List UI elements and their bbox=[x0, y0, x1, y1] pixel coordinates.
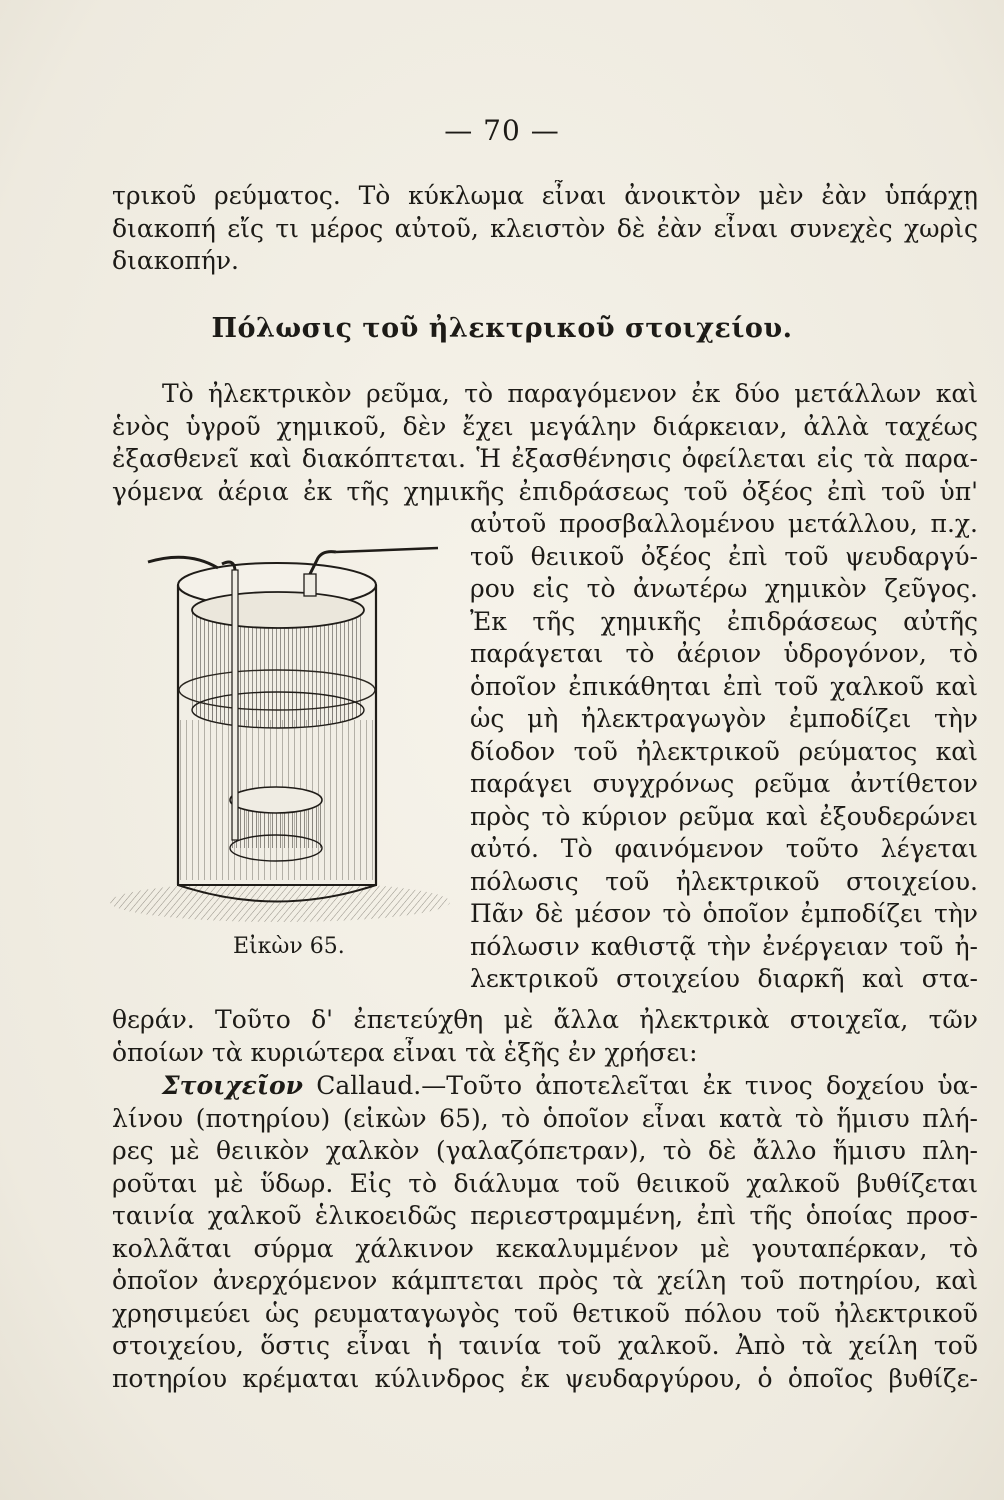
text-line: ἐξασθενεῖ καὶ διακόπτεται. Ἡ ἐξασθένησις ὀφείλεται εἰς τὰ παρα- bbox=[112, 444, 978, 473]
text-line: τοῦ θειικοῦ ὀξέος ἐπὶ τοῦ ψευδαργύ- bbox=[470, 541, 978, 571]
text-line: Ἐκ τῆς χημικῆς ἐπιδράσεως αὐτῆς bbox=[470, 606, 978, 636]
paragraph-1-side-column bbox=[470, 508, 978, 996]
text-line: ροῦται μὲ ὕδωρ. Εἰς τὸ διάλυμα τοῦ θειικοῦ χαλκοῦ βυθίζεται bbox=[112, 1168, 978, 1198]
text-line: θεράν. Τοῦτο δ' ἐπετεύχθη μὲ ἄλλα ἠλεκτρικὰ στοιχεῖα, τῶν bbox=[112, 1005, 978, 1034]
text-line: χρησιμεύει ὡς ρευματαγωγὸς τοῦ θετικοῦ πόλου τοῦ ἠλεκτρικοῦ bbox=[112, 1298, 978, 1328]
text-line: πόλωσιν καθιστᾷ τὴν ἐνέργειαν τοῦ ἠ- bbox=[470, 931, 978, 961]
paragraph-1-end bbox=[112, 1004, 978, 1069]
text-line: ὁποίων τὰ κυριώτερα εἶναι τὰ ἑξῆς ἐν χρήσει: bbox=[112, 1037, 698, 1067]
cell-name: Στοιχεῖον bbox=[162, 1071, 304, 1100]
text-span: Callaud.—Τοῦτο ἀποτελεῖται ἐκ τινος δοχείου ὑα- bbox=[303, 1071, 978, 1100]
text-line: ὁποῖον ἐπικάθηται ἐπὶ τοῦ χαλκοῦ καὶ bbox=[470, 671, 978, 701]
text-line: στοιχείου, ὅστις εἶναι ἡ ταινία τοῦ χαλκοῦ. Ἀπὸ τὰ χείλη τοῦ bbox=[112, 1331, 978, 1360]
text-line: Τὸ ἠλεκτρικὸν ρεῦμα, τὸ παραγόμενον ἐκ δύο μετάλλων καὶ bbox=[162, 379, 978, 408]
text-line: ρες μὲ θειικὸν χαλκὸν (γαλαζόπετραν), τὸ δὲ ἄλλο ἥμισυ πλη- bbox=[112, 1136, 978, 1165]
text-line: ταινία χαλκοῦ ἑλικοειδῶς περιεστραμμένη, ἐπὶ τῆς ὁποίας προσ- bbox=[112, 1201, 978, 1230]
text-line: παράγεται τὸ ἀέριον ὑδρογόνον, τὸ bbox=[470, 639, 978, 668]
text-line: δίοδον τοῦ ἠλεκτρικοῦ ρεύματος καὶ bbox=[470, 736, 978, 766]
text-line: παράγει συγχρόνως ρεῦμα ἀντίθετον bbox=[470, 769, 978, 798]
text-line: τρικοῦ ρεύματος. Τὸ κύκλωμα εἶναι ἀνοικτὸν μὲν ἐὰν ὑπάρχῃ bbox=[112, 181, 978, 210]
text-line bbox=[112, 1070, 978, 1103]
paragraph-1-top bbox=[112, 378, 978, 508]
page-number: — 70 — bbox=[444, 114, 560, 147]
callaud-cell-figure bbox=[108, 540, 466, 930]
section-heading: Πόλωσις τοῦ ἠλεκτρικοῦ στοιχείου. bbox=[211, 313, 793, 344]
text-line: λεκτρικοῦ στοιχείου διαρκῆ καὶ στα- bbox=[470, 964, 978, 993]
text-line: ὡς μὴ ἠλεκτραγωγὸν ἐμποδίζει τὴν bbox=[470, 704, 978, 733]
text-line: ποτηρίου κρέμαται κύλινδρος ἐκ ψευδαργύρου, ὁ ὁποῖος βυθίζε- bbox=[112, 1363, 978, 1393]
text-line: λίνου (ποτηρίου) (εἰκὼν 65), τὸ ὁποῖον εἶναι κατὰ τὸ ἥμισυ πλή- bbox=[112, 1103, 978, 1133]
text-line: πόλωσις τοῦ ἠλεκτρικοῦ στοιχείου. bbox=[470, 866, 978, 896]
text-line: κολλᾶται σύρμα χάλκινον κεκαλυμμένον μὲ γουταπέρκαν, τὸ bbox=[112, 1233, 978, 1263]
text-line: Πᾶν δὲ μέσον τὸ ὁποῖον ἐμποδίζει τὴν bbox=[470, 899, 978, 928]
text-line: αὐτοῦ προσβαλλομένου μετάλλου, π.χ. bbox=[470, 509, 978, 538]
figure-caption: Εἰκὼν 65. bbox=[233, 934, 345, 959]
text-line: γόμενα ἀέρια ἐκ τῆς χημικῆς ἐπιδράσεως τοῦ ὀξέος ἐπὶ τοῦ ὑπ' bbox=[112, 476, 978, 506]
text-line: ρου εἰς τὸ ἀνωτέρω χημικὸν ζεῦγος. bbox=[470, 574, 978, 603]
text-line: ἑνὸς ὑγροῦ χημικοῦ, δὲν ἔχει μεγάλην διάρκειαν, ἀλλὰ ταχέως bbox=[112, 411, 978, 441]
intro-paragraph bbox=[112, 180, 978, 278]
battery-cell-illustration bbox=[108, 540, 466, 930]
text-line: διακοπήν. bbox=[112, 246, 239, 275]
text-line: πρὸς τὸ κύριον ρεῦμα καὶ ἐξουδερώνει bbox=[470, 801, 978, 831]
text-line: διακοπή εἴς τι μέρος αὐτοῦ, κλειστὸν δὲ ἐὰν εἶναι συνεχὲς χωρὶς bbox=[112, 213, 978, 243]
paragraph-2 bbox=[112, 1070, 978, 1395]
text-line: ὁποῖον ἀνερχόμενον κάμπτεται πρὸς τὰ χείλη τοῦ ποτηρίου, καὶ bbox=[112, 1266, 978, 1295]
text-line: αὐτό. Τὸ φαινόμενον τοῦτο λέγεται bbox=[470, 834, 978, 863]
